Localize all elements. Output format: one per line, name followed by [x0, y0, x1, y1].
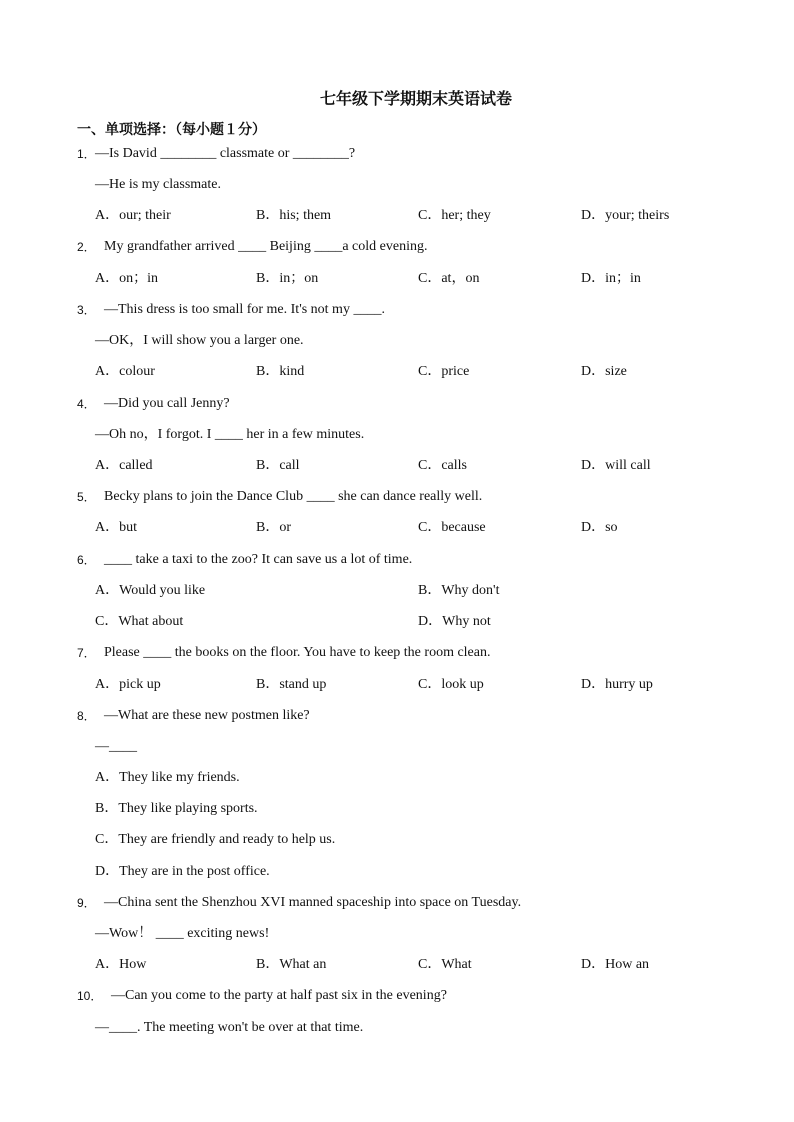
option-a[interactable]: A．They like my friends. [95, 770, 240, 785]
question-number: 10． [77, 989, 103, 1003]
option-b[interactable]: B．call [256, 458, 300, 473]
option-d[interactable]: D．size [581, 364, 627, 379]
question-stem: —Did you call Jenny? [104, 396, 230, 411]
dialogue-response: —____. The meeting won't be over at that time. [95, 1020, 364, 1035]
question-number: 6． [77, 553, 96, 567]
question-stem: —What are these new postmen like? [104, 708, 310, 723]
option-a[interactable]: A．called [95, 458, 153, 473]
option-c[interactable]: C．look up [418, 677, 484, 692]
section-heading: 一、单项选择：（每小题１分） [77, 122, 266, 138]
option-c[interactable]: C．because [418, 520, 486, 535]
option-a[interactable]: A．Would you like [95, 583, 206, 598]
question-stem: —Can you come to the party at half past six in the evening? [111, 988, 447, 1003]
option-b[interactable]: B．They like playing sports. [95, 801, 258, 816]
question-stem: —China sent the Shenzhou XVI manned spaceship into space on Tuesday. [104, 895, 522, 910]
option-b[interactable]: B．in；on [256, 271, 319, 286]
question-number: 3． [77, 303, 96, 317]
question-number: 5． [77, 490, 96, 504]
option-c[interactable]: C．her; they [418, 208, 491, 223]
question-stem: Becky plans to join the Dance Club ____ she can dance really well. [104, 489, 483, 504]
option-c[interactable]: C．at，on [418, 271, 480, 286]
option-d[interactable]: D．How an [581, 957, 650, 972]
question-number: 1． [77, 147, 96, 161]
option-c[interactable]: C．calls [418, 458, 467, 473]
option-c[interactable]: C．They are friendly and ready to help us. [95, 832, 336, 847]
option-d[interactable]: D．your; theirs [581, 208, 670, 223]
dialogue-response: —Oh no，I forgot. I ____ her in a few minutes. [95, 427, 365, 442]
option-a[interactable]: A．on；in [95, 271, 158, 286]
option-b[interactable]: B．What an [256, 957, 327, 972]
option-b[interactable]: B．Why don't [418, 583, 500, 598]
option-d[interactable]: D．Why not [418, 614, 491, 629]
option-b[interactable]: B．or [256, 520, 291, 535]
option-a[interactable]: A．How [95, 957, 147, 972]
option-b[interactable]: B．kind [256, 364, 305, 379]
option-d[interactable]: D．so [581, 520, 618, 535]
question-number: 7． [77, 646, 96, 660]
option-d[interactable]: D．in；in [581, 271, 641, 286]
question-stem: Please ____ the books on the floor. You have to keep the room clean. [104, 645, 491, 660]
option-b[interactable]: B．his; them [256, 208, 332, 223]
option-d[interactable]: D．hurry up [581, 677, 653, 692]
option-a[interactable]: A．colour [95, 364, 155, 379]
dialogue-response: —Wow！ ____ exciting news! [95, 926, 270, 941]
option-a[interactable]: A．our; their [95, 208, 171, 223]
option-b[interactable]: B．stand up [256, 677, 327, 692]
question-number: 2． [77, 240, 96, 254]
question-stem: —Is David ________ classmate or ________? [95, 146, 356, 161]
question-number: 8． [77, 709, 96, 723]
page-title: 七年级下学期期末英语试卷 [319, 89, 512, 108]
question-stem: My grandfather arrived ____ Beijing ____a cold evening. [104, 239, 428, 254]
dialogue-response: —____ [95, 739, 137, 754]
dialogue-response: —He is my classmate. [95, 177, 221, 192]
question-stem: —This dress is too small for me. It's not my ____. [104, 302, 385, 317]
option-a[interactable]: A．but [95, 520, 137, 535]
dialogue-response: —OK，I will show you a larger one. [95, 333, 304, 348]
question-number: 4． [77, 397, 96, 411]
option-c[interactable]: C．What about [95, 614, 184, 629]
option-d[interactable]: D．will call [581, 458, 651, 473]
option-c[interactable]: C．What [418, 957, 472, 972]
option-a[interactable]: A．pick up [95, 677, 161, 692]
option-c[interactable]: C．price [418, 364, 470, 379]
option-d[interactable]: D．They are in the post office. [95, 864, 270, 879]
question-number: 9． [77, 896, 96, 910]
question-stem: ____ take a taxi to the zoo? It can save us a lot of time. [104, 552, 413, 567]
